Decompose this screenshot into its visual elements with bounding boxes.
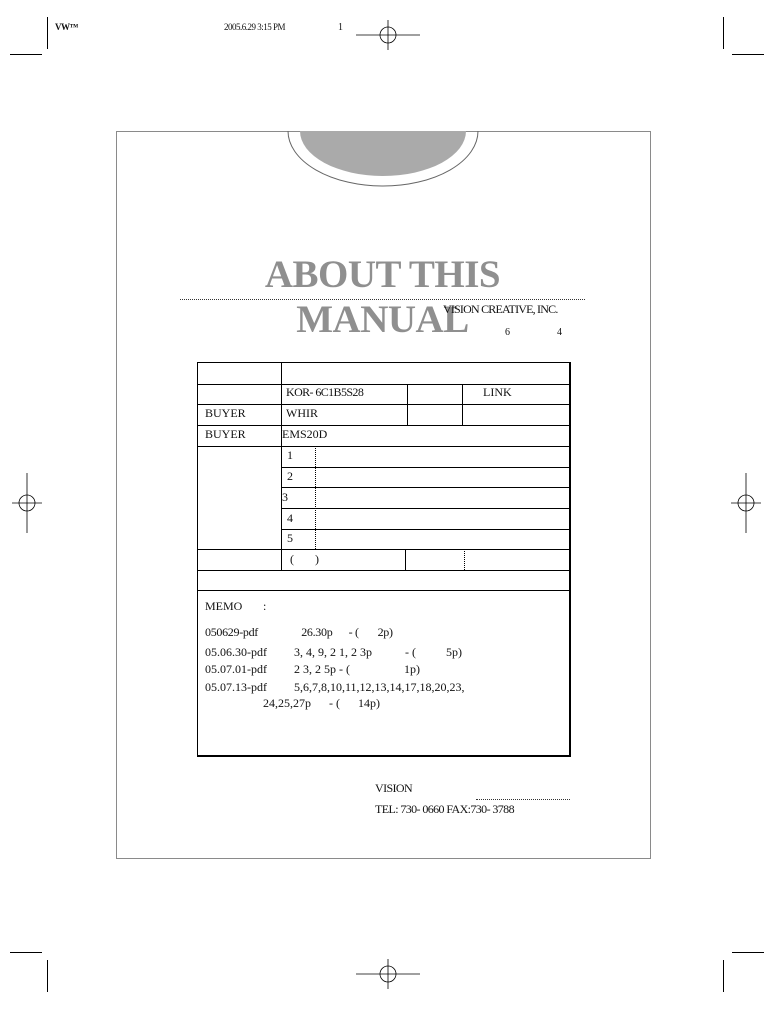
footer-rule (476, 799, 570, 800)
row-number: 3 (282, 490, 288, 504)
registration-mark-icon (12, 473, 42, 533)
print-header-left: VW™ (55, 22, 78, 32)
title-divider (180, 299, 585, 300)
model-value: EMS20D (282, 427, 328, 441)
link-label: LINK (483, 385, 512, 399)
info-table (197, 362, 571, 757)
memo-entry: 05.06.30-pdf 3, 4, 9, 2 1, 2 3p - ( 5p) (205, 645, 462, 659)
crop-mark (10, 952, 42, 953)
buyer-label: BUYER (205, 406, 246, 420)
crop-mark (10, 54, 42, 55)
memo-colon: : (263, 599, 267, 613)
memo-label: MEMO (205, 599, 243, 613)
page-title: ABOUT THIS MANUAL (264, 253, 501, 341)
memo-entry: 05.07.01-pdf 2 3, 2 5p - ( 1p) (205, 662, 420, 676)
crop-mark (732, 952, 764, 953)
print-header-timestamp: 2005.6.29 3:15 PM (224, 22, 286, 32)
memo-entry: 24,25,27p - ( 14p) (263, 696, 380, 710)
crop-mark (47, 960, 48, 992)
registration-mark-icon (356, 959, 420, 989)
crop-mark (47, 17, 48, 49)
memo-entry: 050629-pdf 26.30p - ( 2p) (205, 625, 393, 639)
paren-field: ( ) (290, 552, 319, 566)
row-number: 4 (287, 511, 293, 525)
buyer-value: WHIR (286, 406, 318, 420)
footer-name: VISION (375, 781, 413, 795)
registration-mark-icon (731, 473, 761, 533)
print-header-page: 1 (338, 22, 343, 33)
date-part: 4 (557, 327, 562, 338)
date-part: 6 (505, 327, 510, 338)
company-name: VISION CREATIVE, INC. (443, 302, 558, 316)
decorative-oval (286, 131, 480, 187)
buyer-label: BUYER (205, 427, 246, 441)
row-number: 1 (287, 448, 293, 462)
row-number: 2 (287, 469, 293, 483)
crop-mark (732, 54, 764, 55)
crop-mark (723, 960, 724, 992)
memo-entry: 05.07.13-pdf 5,6,7,8,10,11,12,13,14,17,18,20,23, (205, 680, 465, 694)
registration-mark-icon (356, 20, 420, 50)
crop-mark (723, 17, 724, 49)
model-code: KOR- 6C1B5S28 (286, 385, 364, 399)
row-number: 5 (287, 531, 293, 545)
footer-contact: TEL: 730- 0660 FAX:730- 3788 (375, 802, 514, 816)
